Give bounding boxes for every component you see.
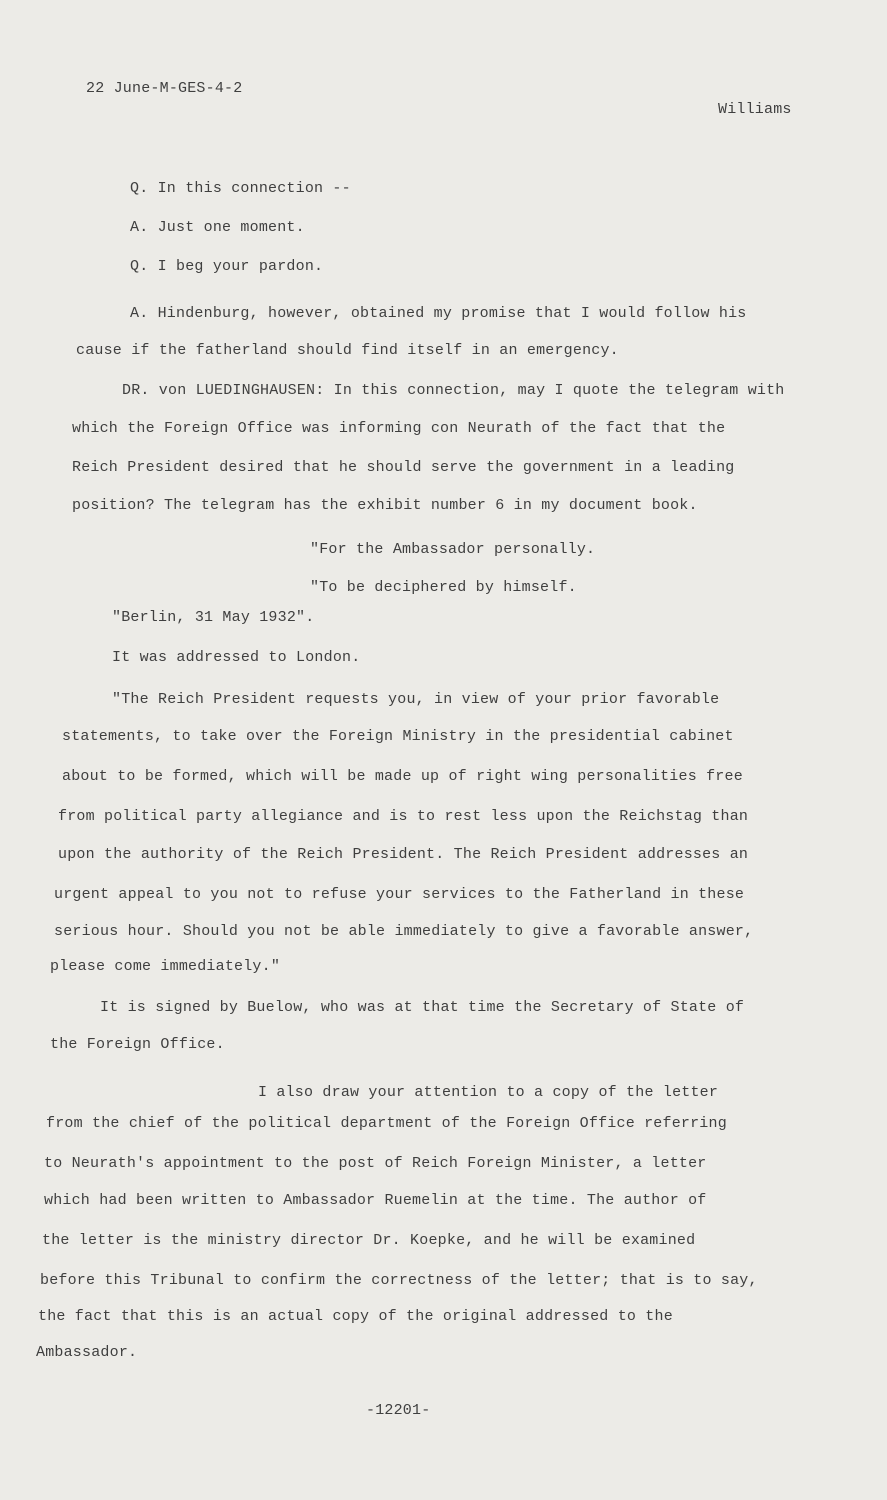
transcript-line: "For the Ambassador personally.	[310, 541, 596, 558]
page-number: -12201-	[366, 1402, 431, 1419]
transcript-line: It was addressed to London.	[112, 649, 361, 666]
transcript-line: It is signed by Buelow, who was at that time the Secretary of State of	[100, 999, 745, 1016]
transcript-line: cause if the fatherland should find itself in an emergency.	[76, 342, 619, 359]
transcript-line: the fact that this is an actual copy of the original addressed to the	[38, 1308, 673, 1325]
transcript-line: which had been written to Ambassador Ruemelin at the time. The author of	[44, 1192, 707, 1209]
transcript-line: A. Just one moment.	[130, 219, 305, 236]
transcript-line: to Neurath's appointment to the post of Reich Foreign Minister, a letter	[44, 1155, 707, 1172]
transcript-line: upon the authority of the Reich President. The Reich President addresses an	[58, 846, 749, 863]
transcript-line: about to be formed, which will be made up of right wing personalities free	[62, 768, 743, 785]
transcript-line: before this Tribunal to confirm the correctness of the letter; that is to say,	[40, 1272, 758, 1289]
transcript-line: the letter is the ministry director Dr. Koepke, and he will be examined	[42, 1232, 696, 1249]
transcript-line: the Foreign Office.	[50, 1036, 225, 1053]
transcript-line: which the Foreign Office was informing con Neurath of the fact that the	[72, 420, 726, 437]
transcript-line: from the chief of the political department of the Foreign Office referring	[46, 1115, 727, 1132]
transcript-line: "The Reich President requests you, in view of your prior favorable	[112, 691, 720, 708]
transcript-line: "To be deciphered by himself.	[310, 579, 577, 596]
transcript-line: A. Hindenburg, however, obtained my promise that I would follow his	[130, 305, 747, 322]
transcript-line: DR. von LUEDINGHAUSEN: In this connection, may I quote the telegram with	[122, 382, 785, 399]
transcript-line: Q. I beg your pardon.	[130, 258, 324, 275]
document-reference: 22 June-M-GES-4-2	[86, 80, 243, 97]
transcript-line: urgent appeal to you not to refuse your services to the Fatherland in these	[54, 886, 745, 903]
transcript-line: Q. In this connection --	[130, 180, 351, 197]
transcript-line: please come immediately."	[50, 958, 281, 975]
transcript-line: position? The telegram has the exhibit number 6 in my document book.	[72, 497, 698, 514]
transcript-line: statements, to take over the Foreign Ministry in the presidential cabinet	[62, 728, 734, 745]
transcript-line: Reich President desired that he should serve the government in a leading	[72, 459, 735, 476]
reporter-name: Williams	[718, 101, 792, 118]
transcript-line: from political party allegiance and is to rest less upon the Reichstag than	[58, 808, 749, 825]
transcript-line: "Berlin, 31 May 1932".	[112, 609, 315, 626]
transcript-line: Ambassador.	[36, 1344, 138, 1361]
transcript-line: serious hour. Should you not be able immediately to give a favorable answer,	[54, 923, 754, 940]
transcript-line: I also draw your attention to a copy of the letter	[258, 1084, 719, 1101]
